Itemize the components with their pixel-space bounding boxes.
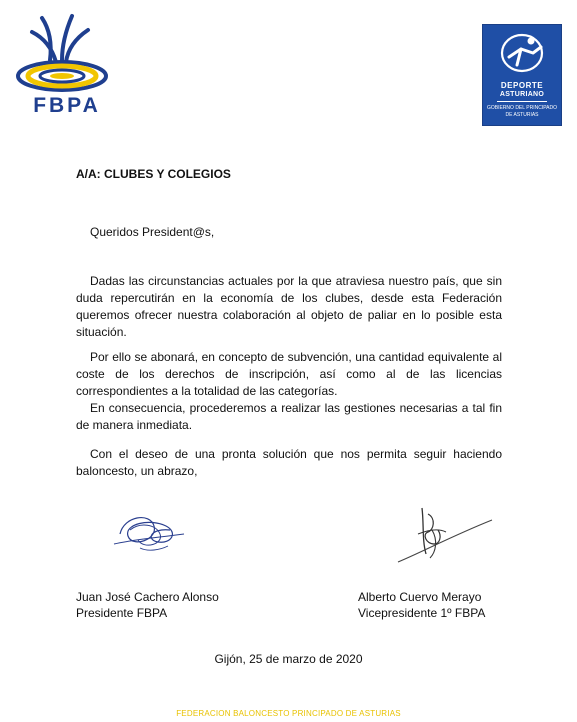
deporte-asturiano-logo	[482, 24, 562, 126]
paragraph-4: Con el deseo de una pronta solución que nos permita seguir haciendo baloncesto, un abrazo,	[76, 447, 502, 478]
signatory-left-name: Juan José Cachero Alonso	[76, 590, 219, 604]
signatory-right-title: Vicepresidente 1º FBPA	[358, 606, 486, 620]
fbpa-emblem-icon	[10, 10, 120, 100]
paragraph-2: Por ello se abonará, en concepto de subvención, una cantidad equivalente al coste de los derechos de inscripción, así como al de las licencias correspondientes a la totalidad de las categorías.	[76, 350, 502, 398]
vicepresident-signature	[392, 500, 496, 570]
signatory-left	[76, 589, 219, 621]
deporte-text: DEPORTE	[500, 81, 544, 90]
gobierno-text: GOBIERNO DEL PRINCIPADO DE ASTURIAS	[486, 105, 557, 118]
asturiano-text: ASTURIANO	[499, 91, 545, 98]
paragraph-1: Dadas las circunstancias actuales por la que atraviesa nuestro país, que sin duda repercutirán en la economía de los clubes, desde esta Federación queremos ofrecer nuestra colaboración al objeto de paliar en lo posible esta situación.	[76, 274, 502, 339]
signatory-right-name: Alberto Cuervo Merayo	[358, 590, 482, 604]
runner-emblem-icon	[483, 27, 561, 81]
logo-divider	[497, 101, 547, 102]
letter-heading: A/A: CLUBES Y COLEGIOS	[76, 167, 231, 181]
letter-date: Gijón, 25 de marzo de 2020	[214, 652, 363, 666]
president-signature	[110, 504, 188, 558]
paragraph-3: En consecuencia, procederemos a realizar las gestiones necesarias a tal fin de manera inmediata.	[76, 401, 502, 432]
signatory-right	[358, 589, 485, 621]
footer-text: FEDERACION BALONCESTO PRINCIPADO DE ASTURIAS	[176, 709, 401, 718]
salutation: Queridos President@s,	[90, 225, 215, 239]
fbpa-logo	[10, 10, 120, 125]
fbpa-logo-text: FBPA	[33, 94, 101, 117]
signatory-left-title: Presidente FBPA	[76, 606, 168, 620]
